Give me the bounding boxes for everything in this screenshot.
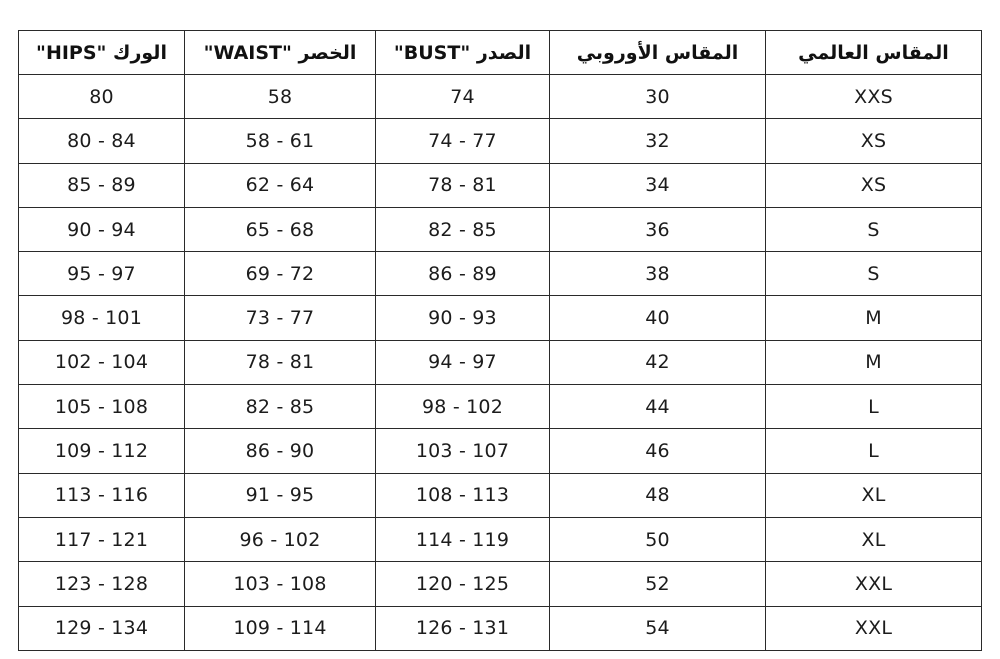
cell-hips: 85 - 89: [19, 163, 185, 207]
cell-eu-size: 30: [550, 75, 766, 119]
cell-eu-size: 48: [550, 473, 766, 517]
cell-eu-size: 52: [550, 562, 766, 606]
cell-eu-size: 34: [550, 163, 766, 207]
cell-eu-size: 44: [550, 385, 766, 429]
table-row: [19, 340, 982, 384]
cell-intl-size: XL: [766, 517, 982, 561]
cell-bust: 94 - 97: [376, 340, 550, 384]
cell-hips: 90 - 94: [19, 207, 185, 251]
header-waist: الخصر "WAIST": [185, 31, 376, 75]
cell-eu-size: 54: [550, 606, 766, 650]
cell-waist: 62 - 64: [185, 163, 376, 207]
cell-intl-size: XXL: [766, 606, 982, 650]
cell-intl-size: XXS: [766, 75, 982, 119]
cell-eu-size: 32: [550, 119, 766, 163]
cell-hips: 80: [19, 75, 185, 119]
cell-waist: 65 - 68: [185, 207, 376, 251]
cell-eu-size: 50: [550, 517, 766, 561]
cell-bust: 98 - 102: [376, 385, 550, 429]
cell-intl-size: XL: [766, 473, 982, 517]
cell-eu-size: 42: [550, 340, 766, 384]
cell-waist: 69 - 72: [185, 252, 376, 296]
cell-bust: 126 - 131: [376, 606, 550, 650]
table-row: [19, 296, 982, 340]
cell-waist: 82 - 85: [185, 385, 376, 429]
cell-waist: 86 - 90: [185, 429, 376, 473]
size-chart-header: [19, 31, 982, 75]
cell-hips: 98 - 101: [19, 296, 185, 340]
cell-eu-size: 46: [550, 429, 766, 473]
cell-bust: 114 - 119: [376, 517, 550, 561]
cell-waist: 78 - 81: [185, 340, 376, 384]
cell-intl-size: S: [766, 207, 982, 251]
cell-bust: 74: [376, 75, 550, 119]
header-eu-size: المقاس الأوروبي: [550, 31, 766, 75]
cell-bust: 108 - 113: [376, 473, 550, 517]
cell-hips: 123 - 128: [19, 562, 185, 606]
cell-intl-size: XS: [766, 119, 982, 163]
table-row: [19, 606, 982, 650]
cell-bust: 82 - 85: [376, 207, 550, 251]
header-bust: الصدر "BUST": [376, 31, 550, 75]
table-row: [19, 207, 982, 251]
cell-hips: 117 - 121: [19, 517, 185, 561]
cell-intl-size: M: [766, 296, 982, 340]
cell-intl-size: S: [766, 252, 982, 296]
cell-waist: 58 - 61: [185, 119, 376, 163]
size-chart-table: [18, 30, 982, 651]
cell-bust: 90 - 93: [376, 296, 550, 340]
size-chart-body: [19, 75, 982, 651]
cell-bust: 78 - 81: [376, 163, 550, 207]
cell-eu-size: 36: [550, 207, 766, 251]
table-row: [19, 252, 982, 296]
cell-intl-size: L: [766, 429, 982, 473]
cell-waist: 109 - 114: [185, 606, 376, 650]
cell-hips: 113 - 116: [19, 473, 185, 517]
cell-intl-size: XS: [766, 163, 982, 207]
cell-hips: 95 - 97: [19, 252, 185, 296]
cell-hips: 109 - 112: [19, 429, 185, 473]
cell-waist: 73 - 77: [185, 296, 376, 340]
header-intl-size: المقاس العالمي: [766, 31, 982, 75]
cell-hips: 129 - 134: [19, 606, 185, 650]
cell-waist: 103 - 108: [185, 562, 376, 606]
cell-intl-size: L: [766, 385, 982, 429]
table-row: [19, 119, 982, 163]
header-row: [19, 31, 982, 75]
cell-intl-size: XXL: [766, 562, 982, 606]
cell-eu-size: 40: [550, 296, 766, 340]
cell-waist: 96 - 102: [185, 517, 376, 561]
cell-bust: 120 - 125: [376, 562, 550, 606]
cell-eu-size: 38: [550, 252, 766, 296]
table-row: [19, 163, 982, 207]
table-row: [19, 473, 982, 517]
cell-hips: 102 - 104: [19, 340, 185, 384]
cell-hips: 105 - 108: [19, 385, 185, 429]
table-row: [19, 562, 982, 606]
cell-bust: 74 - 77: [376, 119, 550, 163]
table-row: [19, 429, 982, 473]
cell-intl-size: M: [766, 340, 982, 384]
cell-bust: 103 - 107: [376, 429, 550, 473]
table-row: [19, 517, 982, 561]
cell-bust: 86 - 89: [376, 252, 550, 296]
cell-hips: 80 - 84: [19, 119, 185, 163]
cell-waist: 58: [185, 75, 376, 119]
cell-waist: 91 - 95: [185, 473, 376, 517]
table-row: [19, 75, 982, 119]
header-hips: الورك "HIPS": [19, 31, 185, 75]
table-row: [19, 385, 982, 429]
